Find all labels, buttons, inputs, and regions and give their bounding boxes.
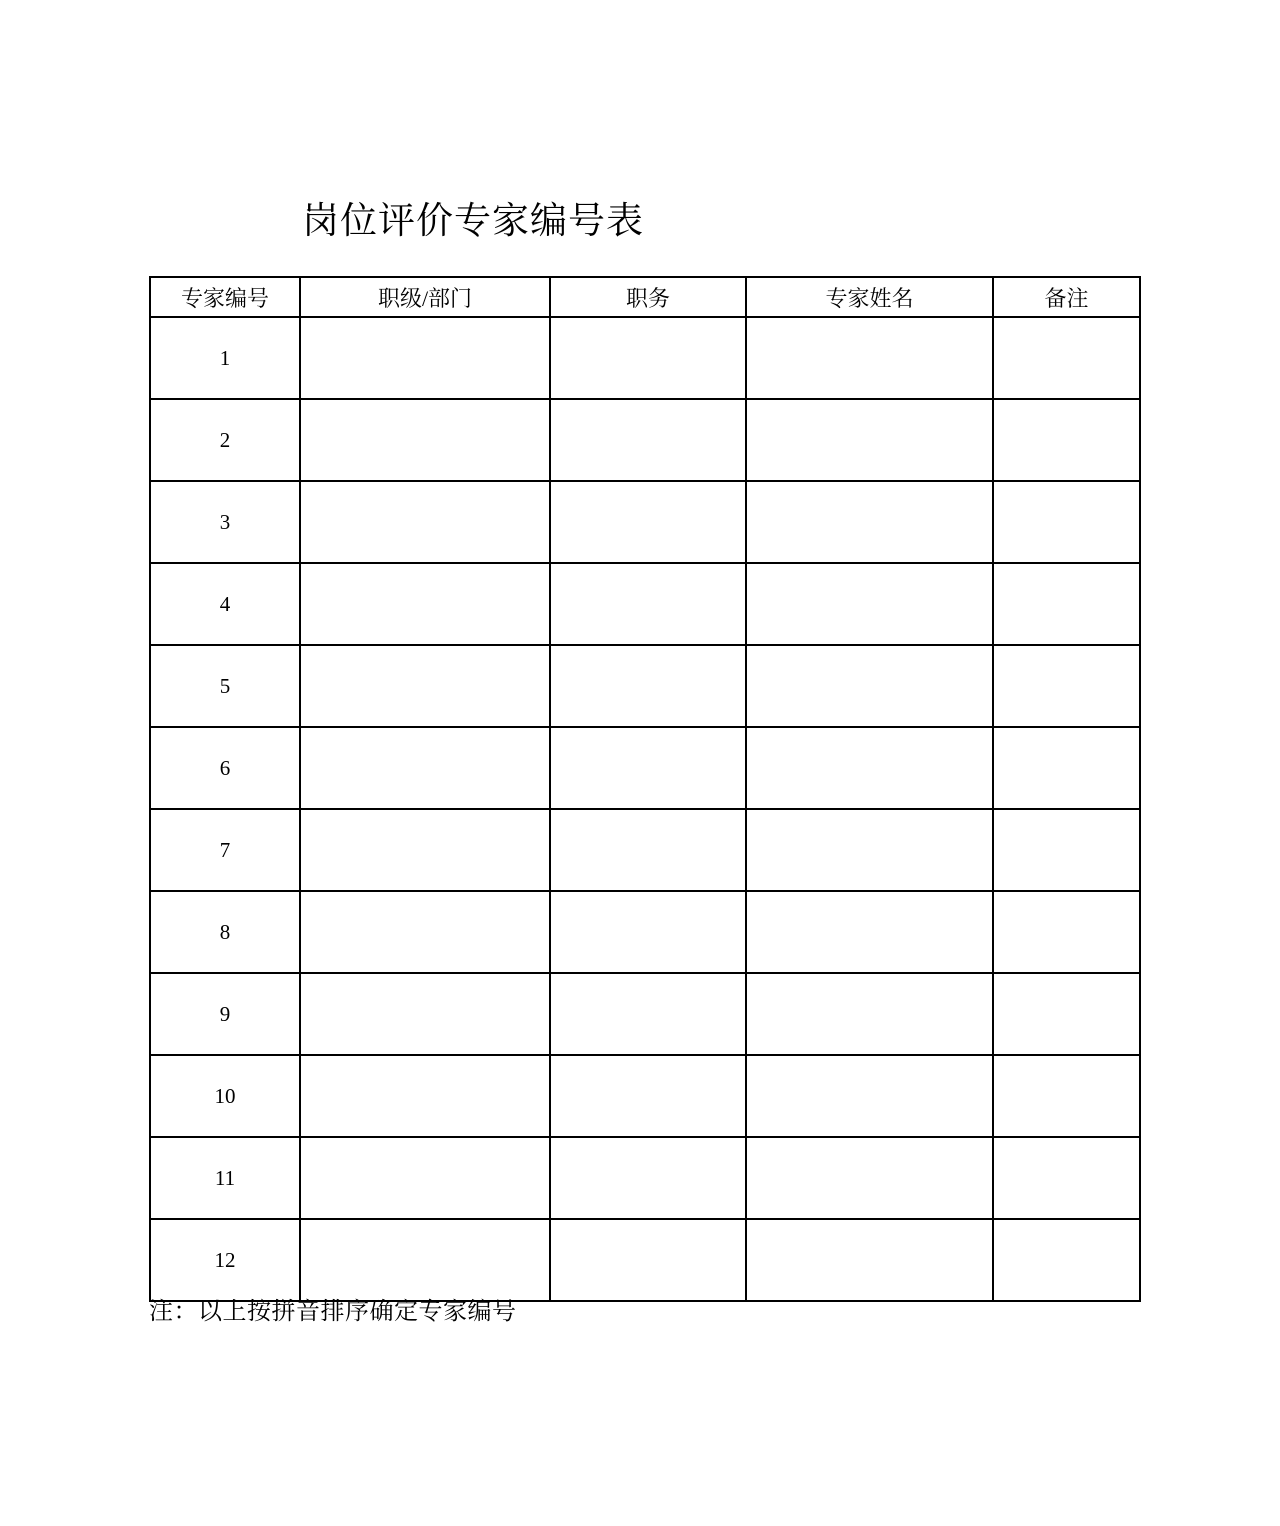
column-header-department: 职级/部门 <box>300 277 550 317</box>
table-row <box>150 1137 1140 1219</box>
table-footnote: 注：以上按拼音排序确定专家编号 <box>149 1299 517 1325</box>
table-row <box>150 1219 1140 1301</box>
cell-expert-name[interactable] <box>746 973 993 1055</box>
cell-expert-id: 1 <box>150 317 300 399</box>
cell-expert-id: 9 <box>150 973 300 1055</box>
cell-expert-id: 6 <box>150 727 300 809</box>
cell-department[interactable] <box>300 563 550 645</box>
column-header-position: 职务 <box>550 277 746 317</box>
cell-position[interactable] <box>550 727 746 809</box>
cell-expert-id: 5 <box>150 645 300 727</box>
cell-position[interactable] <box>550 481 746 563</box>
cell-position[interactable] <box>550 645 746 727</box>
cell-position[interactable] <box>550 809 746 891</box>
cell-position[interactable] <box>550 1219 746 1301</box>
table-row <box>150 809 1140 891</box>
cell-position[interactable] <box>550 973 746 1055</box>
cell-expert-name[interactable] <box>746 1219 993 1301</box>
cell-expert-id: 7 <box>150 809 300 891</box>
table-row <box>150 727 1140 809</box>
cell-expert-name[interactable] <box>746 809 993 891</box>
cell-department[interactable] <box>300 1137 550 1219</box>
cell-expert-id: 3 <box>150 481 300 563</box>
cell-department[interactable] <box>300 645 550 727</box>
page-title: 岗位评价专家编号表 <box>302 201 644 242</box>
table-row <box>150 891 1140 973</box>
table-header-row <box>150 277 1140 317</box>
table-row <box>150 973 1140 1055</box>
table-row <box>150 399 1140 481</box>
cell-expert-id: 2 <box>150 399 300 481</box>
cell-department[interactable] <box>300 973 550 1055</box>
column-header-remark: 备注 <box>993 277 1140 317</box>
cell-department[interactable] <box>300 1055 550 1137</box>
cell-department[interactable] <box>300 809 550 891</box>
cell-position[interactable] <box>550 891 746 973</box>
column-header-expert-id: 专家编号 <box>150 277 300 317</box>
cell-expert-name[interactable] <box>746 1137 993 1219</box>
cell-remark[interactable] <box>993 317 1140 399</box>
cell-expert-name[interactable] <box>746 399 993 481</box>
cell-expert-id: 8 <box>150 891 300 973</box>
cell-expert-name[interactable] <box>746 891 993 973</box>
cell-expert-id: 11 <box>150 1137 300 1219</box>
cell-department[interactable] <box>300 317 550 399</box>
cell-department[interactable] <box>300 891 550 973</box>
cell-expert-name[interactable] <box>746 563 993 645</box>
cell-remark[interactable] <box>993 1219 1140 1301</box>
cell-department[interactable] <box>300 399 550 481</box>
column-header-expert-name: 专家姓名 <box>746 277 993 317</box>
table-row <box>150 563 1140 645</box>
cell-position[interactable] <box>550 1137 746 1219</box>
cell-position[interactable] <box>550 1055 746 1137</box>
cell-department[interactable] <box>300 1219 550 1301</box>
cell-expert-id: 12 <box>150 1219 300 1301</box>
table-row <box>150 317 1140 399</box>
cell-remark[interactable] <box>993 727 1140 809</box>
cell-expert-id: 10 <box>150 1055 300 1137</box>
table-row <box>150 645 1140 727</box>
cell-remark[interactable] <box>993 399 1140 481</box>
cell-position[interactable] <box>550 563 746 645</box>
cell-remark[interactable] <box>993 1137 1140 1219</box>
cell-department[interactable] <box>300 481 550 563</box>
cell-remark[interactable] <box>993 891 1140 973</box>
cell-expert-name[interactable] <box>746 317 993 399</box>
table-row <box>150 1055 1140 1137</box>
cell-remark[interactable] <box>993 973 1140 1055</box>
cell-expert-id: 4 <box>150 563 300 645</box>
cell-position[interactable] <box>550 399 746 481</box>
cell-remark[interactable] <box>993 1055 1140 1137</box>
cell-expert-name[interactable] <box>746 727 993 809</box>
cell-expert-name[interactable] <box>746 481 993 563</box>
cell-remark[interactable] <box>993 481 1140 563</box>
cell-department[interactable] <box>300 727 550 809</box>
cell-expert-name[interactable] <box>746 1055 993 1137</box>
table-row <box>150 481 1140 563</box>
expert-number-table <box>149 276 1141 1302</box>
cell-expert-name[interactable] <box>746 645 993 727</box>
cell-remark[interactable] <box>993 563 1140 645</box>
cell-position[interactable] <box>550 317 746 399</box>
cell-remark[interactable] <box>993 809 1140 891</box>
cell-remark[interactable] <box>993 645 1140 727</box>
